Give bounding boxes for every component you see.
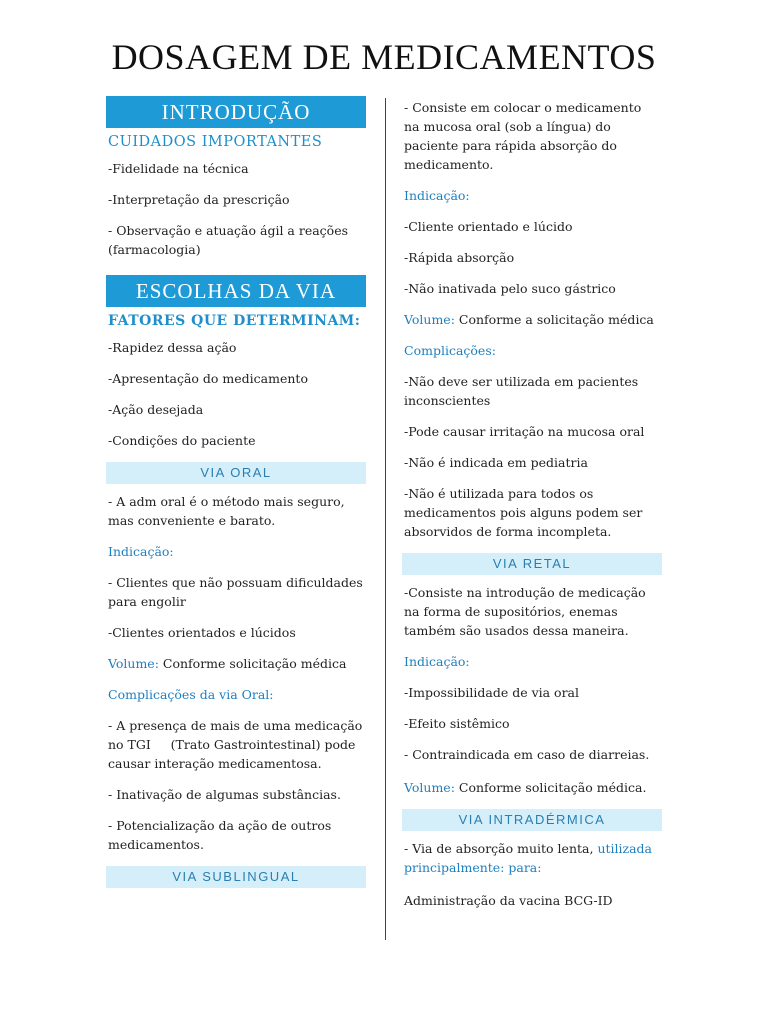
page-title: DOSAGEM DE MEDICAMENTOS: [111, 37, 657, 77]
via-oral-complicacao: - Potencialização da ação de outros medicamentos.: [108, 818, 332, 852]
sublingual-complicacao: -Não é indicada em pediatria: [404, 455, 588, 470]
fatores-item: -Condições do paciente: [108, 433, 256, 448]
sublingual-complicacao: -Não é utilizada para todos os medicamentos pois alguns podem ser absorvidos de forma incompleta.: [404, 486, 643, 539]
indicacao-label: Indicação:: [404, 188, 470, 203]
retal-indicacao: -Efeito sistêmico: [404, 716, 510, 731]
intradermica-intro-text: - Via de absorção muito lenta,: [404, 841, 594, 856]
fatores-item: -Apresentação do medicamento: [108, 371, 308, 386]
volume-label: Volume:: [404, 780, 455, 795]
left-column: [108, 96, 367, 888]
sublingual-indicacao: -Cliente orientado e lúcido: [404, 219, 573, 234]
via-oral-indicacao: -Clientes orientados e lúcidos: [108, 625, 296, 640]
right-column: [404, 98, 660, 910]
column-divider: [385, 98, 386, 940]
intradermica-intro: [404, 839, 660, 877]
sublingual-indicacao: -Rápida absorção: [404, 250, 515, 265]
via-intradermica-header: VIA INTRADÉRMICA: [402, 809, 662, 831]
volume-value: Conforme solicitação médica.: [458, 780, 647, 795]
fatores-item: -Rapidez dessa ação: [108, 340, 237, 355]
retal-indicacao: -Impossibilidade de via oral: [404, 685, 579, 700]
volume-label: Volume:: [404, 312, 455, 327]
via-oral-complicacao: - A presença de mais de uma medicação no TGI (Trato Gastrointestinal) pode causar interação medicamentosa.: [108, 718, 367, 771]
via-sublingual-header: VIA SUBLINGUAL: [106, 866, 366, 888]
fatores-title: FATORES QUE DETERMINAM:: [108, 313, 361, 329]
intradermica-item: Administração da vacina BCG-ID: [404, 893, 613, 908]
volume-label: Volume:: [108, 656, 159, 671]
volume-value: Conforme a solicitação médica: [458, 312, 654, 327]
cuidados-item: -Interpretação da prescrição: [108, 192, 290, 207]
cuidados-item: - Observação e atuação ágil a reações (farmacologia): [108, 223, 349, 257]
via-oral-complicacao: - Inativação de algumas substâncias.: [108, 787, 341, 802]
volume-value: Conforme solicitação médica: [162, 656, 347, 671]
via-oral-indicacao: - Clientes que não possuam dificuldades para engolir: [108, 575, 363, 609]
sublingual-indicacao: -Não inativada pelo suco gástrico: [404, 281, 616, 296]
retal-indicacao: - Contraindicada em caso de diarreias.: [404, 747, 650, 762]
fatores-item: -Ação desejada: [108, 402, 204, 417]
via-retal-header: VIA RETAL: [402, 553, 662, 575]
cuidados-item: -Fidelidade na técnica: [108, 161, 249, 176]
via-oral-intro: - A adm oral é o método mais seguro, mas conveniente e barato.: [108, 494, 345, 528]
intro-header: INTRODUÇÃO: [106, 96, 366, 128]
retal-volume-line: [404, 778, 660, 797]
cuidados-title: CUIDADOS IMPORTANTES: [108, 134, 323, 150]
sublingual-volume-line: [404, 310, 660, 329]
escolhas-header: ESCOLHAS DA VIA: [106, 275, 366, 307]
via-oral-volume-line: [108, 654, 364, 673]
sublingual-complicacao: -Não deve ser utilizada em pacientes inconscientes: [404, 374, 639, 408]
retal-intro: -Consiste na introdução de medicação na forma de supositórios, enemas também são usados dessa maneira.: [404, 585, 646, 638]
indicacao-label: Indicação:: [404, 654, 470, 669]
sublingual-intro: - Consiste em colocar o medicamento na mucosa oral (sob a língua) do paciente para rápida absorção do medicamento.: [404, 100, 642, 172]
indicacao-label: Indicação:: [108, 544, 174, 559]
complicacoes-oral-label: Complicações da via Oral:: [108, 687, 274, 702]
complicacoes-label: Complicações:: [404, 343, 496, 358]
intradermica-intro-highlight: utilizada principalmente: para:: [404, 841, 652, 875]
sublingual-complicacao: -Pode causar irritação na mucosa oral: [404, 424, 645, 439]
via-oral-header: VIA ORAL: [106, 462, 366, 484]
